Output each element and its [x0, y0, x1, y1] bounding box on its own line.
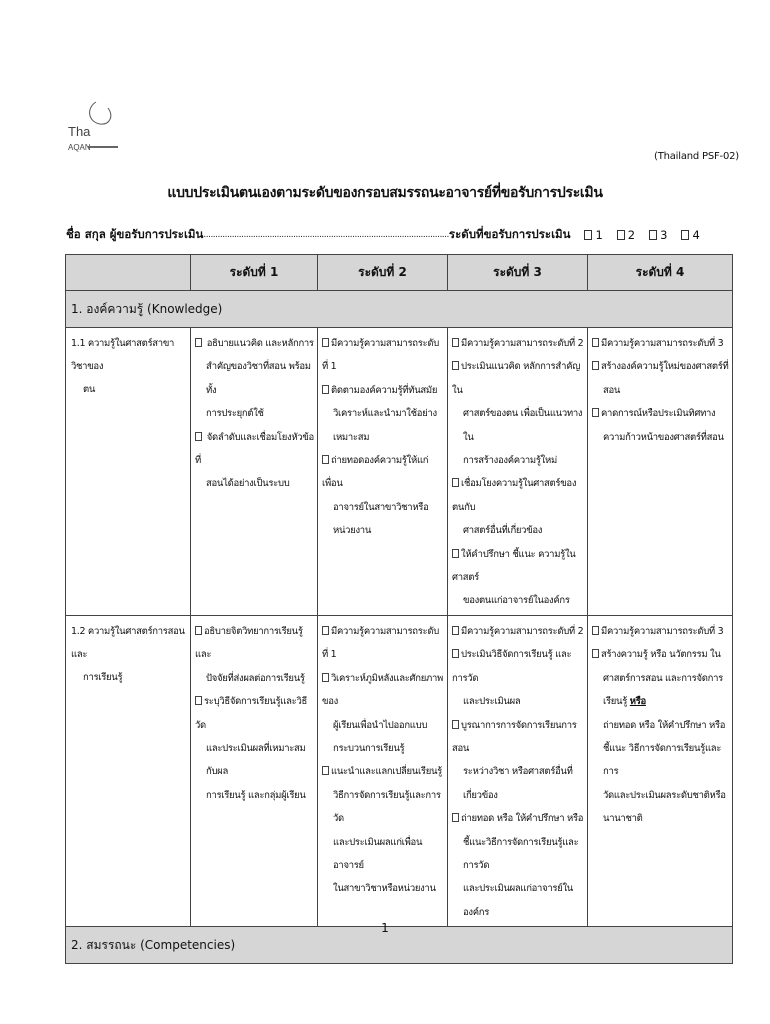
- checkbox-icon[interactable]: [322, 766, 329, 775]
- table-header-row: [66, 255, 733, 291]
- checkbox-icon[interactable]: [195, 696, 202, 705]
- checkbox-icon[interactable]: [617, 230, 625, 240]
- checkbox-icon[interactable]: [452, 626, 459, 635]
- checkbox-icon[interactable]: [452, 813, 459, 822]
- table-row: [66, 328, 733, 616]
- level-option-2[interactable]: 2: [617, 228, 635, 242]
- checkbox-icon[interactable]: [452, 649, 459, 658]
- checkbox-icon[interactable]: [452, 720, 459, 729]
- checkbox-icon[interactable]: [195, 338, 202, 347]
- cell-level-3: มีความรู้ความสามารถระดับที่ 2 ประเมินแนวคิด หลักการสำคัญใน ศาสตร์ของตน เพื่อเป็นแนวทางใน การสร้างองค์ความรู้ใหม่ เชื่อมโยงความรู้ในศาสตร์ของตนกับ ศาสตร์อื่นที่เกี่ยวข้อง ให้คำปรึกษา ชี้แนะ ความรู้ในศาสตร์ ของตนแก่อาจารย์ในองค์กร: [448, 328, 588, 616]
- checkbox-icon[interactable]: [452, 338, 459, 347]
- section-title: 2. สมรรถนะ (Competencies): [66, 927, 733, 964]
- level-option-3[interactable]: 3: [649, 228, 667, 242]
- table-row: [66, 615, 733, 926]
- checkbox-icon[interactable]: [195, 626, 202, 635]
- section-title: 1. องค์ความรู้ (Knowledge): [66, 291, 733, 328]
- checkbox-icon[interactable]: [195, 432, 202, 441]
- header-level-1: ระดับที่ 1: [191, 255, 318, 291]
- thai-psf-logo: [66, 98, 126, 160]
- checkbox-icon[interactable]: [592, 408, 599, 417]
- checkbox-icon[interactable]: [592, 626, 599, 635]
- checkbox-icon[interactable]: [592, 338, 599, 347]
- checkbox-icon[interactable]: [584, 230, 592, 240]
- logo-text-top: Tha: [68, 124, 91, 139]
- logo-text-bottom: AQAN: [68, 143, 91, 152]
- cell-level-1: อธิบายแนวคิด และหลักการ สำคัญของวิชาที่สอน พร้อมทั้ง การประยุกต์ใช้ จัดลำดับและเชื่อมโยงหัวข้อที่ สอนได้อย่างเป็นระบบ: [191, 328, 318, 616]
- checkbox-icon[interactable]: [592, 649, 599, 658]
- header-level-3: ระดับที่ 3: [448, 255, 588, 291]
- underlined-or: หรือ: [629, 696, 646, 708]
- section-row-knowledge: [66, 291, 733, 328]
- competency-table: [65, 254, 733, 964]
- header-level-4: ระดับที่ 4: [588, 255, 733, 291]
- name-label: ชื่อ สกุล ผู้ขอรับการประเมิน: [66, 227, 204, 241]
- level-option-1[interactable]: 1: [584, 228, 602, 242]
- checkbox-icon[interactable]: [322, 673, 329, 682]
- checkbox-icon[interactable]: [649, 230, 657, 240]
- name-field-dots[interactable]: ........................................................................................................: [203, 230, 449, 240]
- cell-level-2: มีความรู้ความสามารถระดับที่ 1 วิเคราะห์ภูมิหลังและศักยภาพของ ผู้เรียนเพื่อนำไปออกแบบ กระบวนการเรียนรู้ แนะนำและแลกเปลี่ยนเรียนรู้ วิธีการจัดการเรียนรู้และการวัด และประเมินผลแก่เพื่อนอาจารย์ ในสาขาวิชาหรือหน่วยงาน: [318, 615, 448, 926]
- checkbox-icon[interactable]: [322, 626, 329, 635]
- row-label: 1.1 ความรู้ในศาสตร์สาขาวิชาของ ตน: [66, 328, 191, 616]
- cell-level-2: มีความรู้ความสามารถระดับที่ 1 ติดตามองค์ความรู้ที่ทันสมัย วิเคราะห์และนำมาใช้อย่าง เหมาะสม ถ่ายทอดองค์ความรู้ให้แก่เพื่อน อาจารย์ในสาขาวิชาหรือ หน่วยงาน: [318, 328, 448, 616]
- document-id: (Thailand PSF-02): [654, 151, 739, 162]
- cell-level-3: มีความรู้ความสามารถระดับที่ 2 ประเมินวิธีจัดการเรียนรู้ และการวัด และประเมินผล บูรณาการการจัดการเรียนการสอน ระหว่างวิชา หรือศาสตร์อื่นที่ เกี่ยวข้อง ถ่ายทอด หรือ ให้คำปรึกษา หรือ ชี้แนะวิธีการจัดการเรียนรู้และการวัด และประเมินผลแก่อาจารย์ในองค์กร: [448, 615, 588, 926]
- name-line: [66, 226, 716, 244]
- cell-level-4: มีความรู้ความสามารถระดับที่ 3 สร้างองค์ความรู้ใหม่ของศาสตร์ที่ สอน คาดการณ์หรือประเมินทิศทาง ความก้าวหน้าของศาสตร์ที่สอน: [588, 328, 733, 616]
- header-empty: [66, 255, 191, 291]
- header-level-2: ระดับที่ 2: [318, 255, 448, 291]
- checkbox-icon[interactable]: [452, 549, 459, 558]
- checkbox-icon[interactable]: [322, 455, 329, 464]
- cell-level-1: อธิบายจิตวิทยาการเรียนรู้ และ ปัจจัยที่ส่งผลต่อการเรียนรู้ ระบุวิธีจัดการเรียนรู้และวิธีวัด และประเมินผลที่เหมาะสมกับผล การเรียนรู้ และกลุ่มผู้เรียน: [191, 615, 318, 926]
- row-label: 1.2 ความรู้ในศาสตร์การสอนและ การเรียนรู้: [66, 615, 191, 926]
- page-number: 1: [381, 921, 389, 935]
- level-option-4[interactable]: 4: [681, 228, 699, 242]
- checkbox-icon[interactable]: [322, 385, 329, 394]
- checkbox-icon[interactable]: [592, 361, 599, 370]
- page-title: แบบประเมินตนเองตามระดับของกรอบสมรรถนะอาจารย์ที่ขอรับการประเมิน: [167, 185, 603, 201]
- checkbox-icon[interactable]: [681, 230, 689, 240]
- checkbox-icon[interactable]: [452, 478, 459, 487]
- level-label: ระดับที่ขอรับการประเมิน: [448, 227, 571, 241]
- cell-level-4: มีความรู้ความสามารถระดับที่ 3 สร้างความรู้ หรือ นวัตกรรม ใน ศาสตร์การสอน และการจัดการ เรียนรู้ หรือ ถ่ายทอด หรือ ให้คำปรึกษา หรือ ชี้แนะ วิธีการจัดการเรียนรู้และการ วัดและประเมินผลระดับชาติหรือ นานาชาติ: [588, 615, 733, 926]
- checkbox-icon[interactable]: [452, 361, 459, 370]
- checkbox-icon[interactable]: [322, 338, 329, 347]
